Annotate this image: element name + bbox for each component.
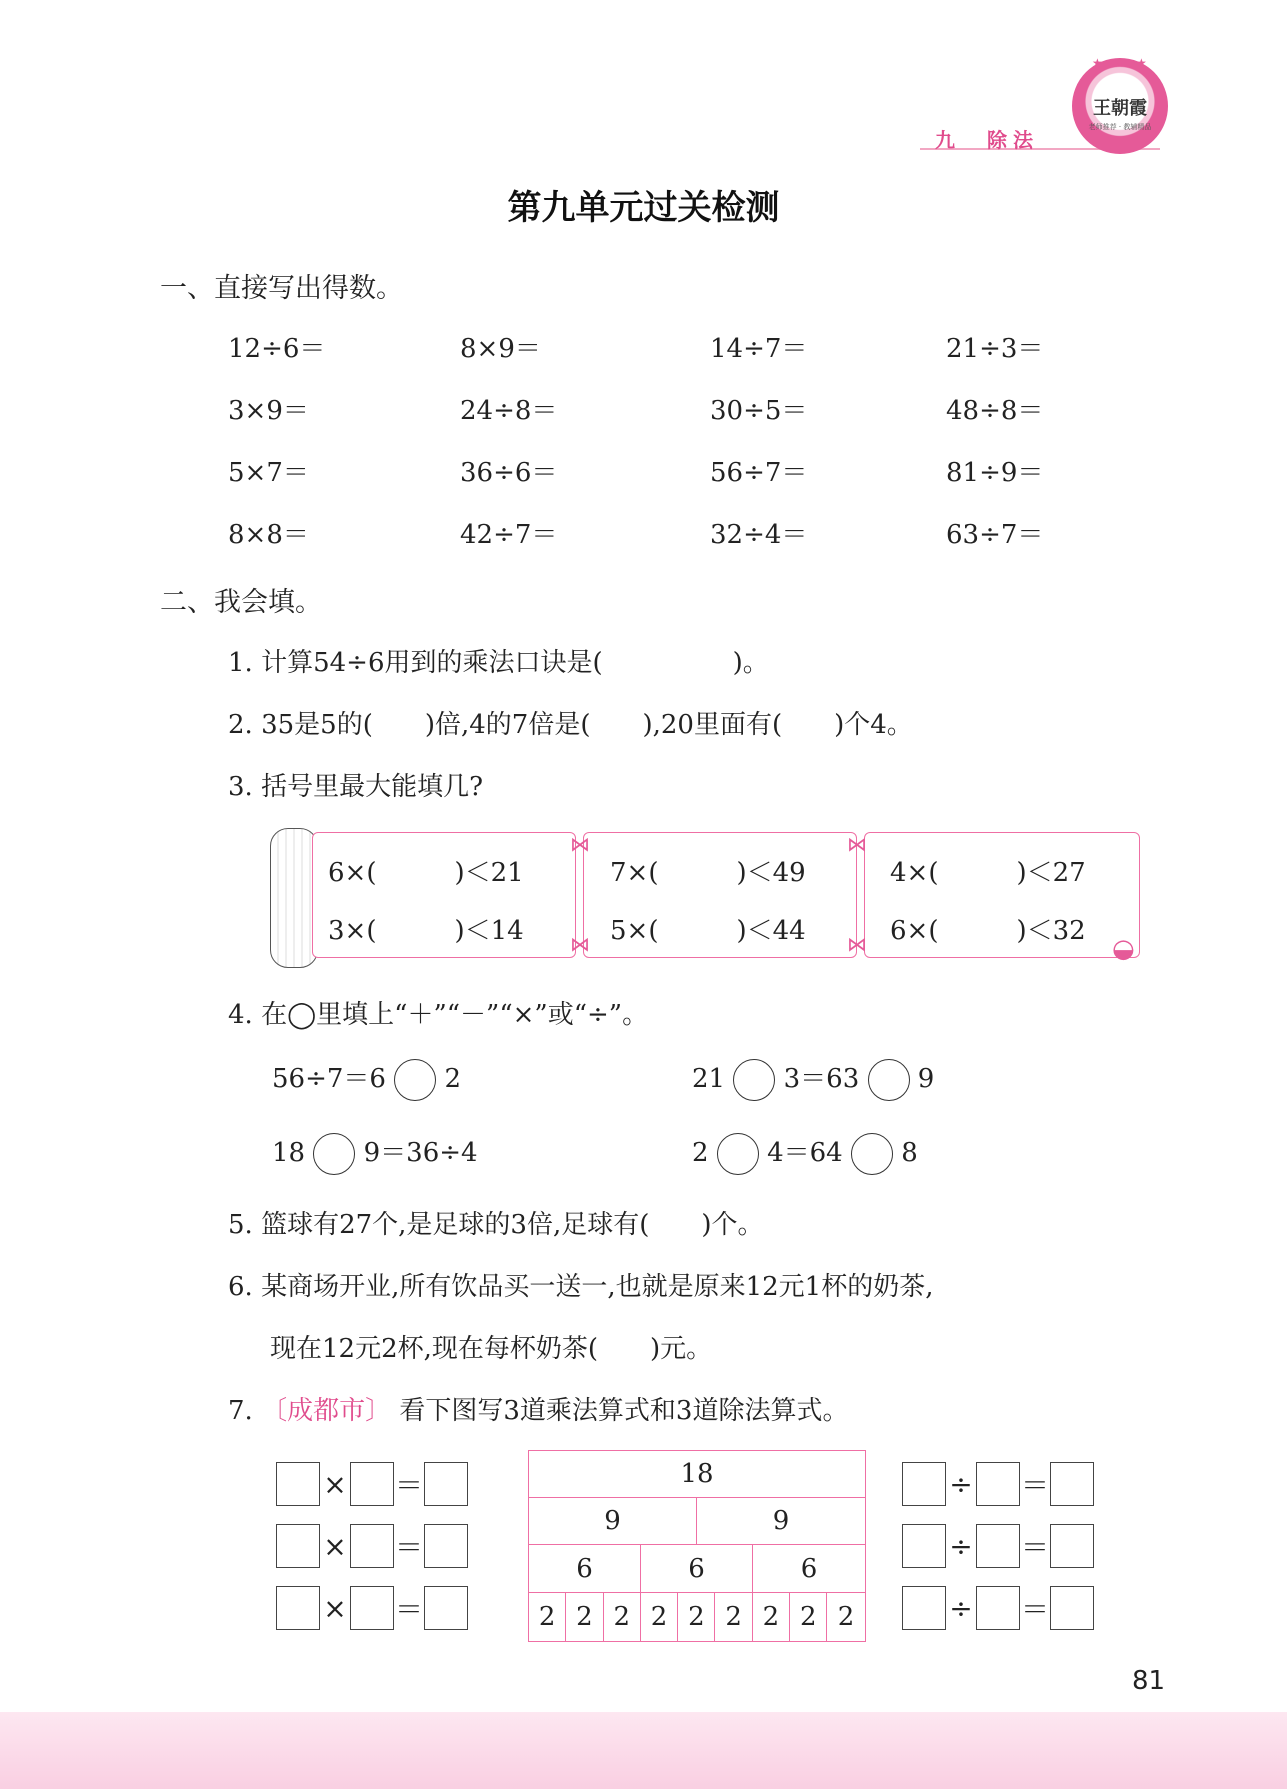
scroll-decoration — [270, 828, 318, 968]
answer-box[interactable] — [350, 1524, 394, 1568]
star-icon: ★ — [1092, 56, 1103, 70]
calc-item: 12÷6＝ — [228, 334, 326, 364]
equation-part: 9＝36÷4 — [363, 1138, 478, 1168]
calc-item: 48÷8＝ — [946, 396, 1044, 426]
star-icon: ★ — [1114, 56, 1125, 70]
answer-box[interactable] — [1050, 1586, 1094, 1630]
multiplication-row — [276, 1462, 468, 1506]
operator-circle[interactable] — [313, 1133, 355, 1175]
equation-part: 56÷7＝6 — [272, 1064, 386, 1094]
operator-equation — [272, 1132, 478, 1175]
answer-box[interactable] — [1050, 1462, 1094, 1506]
bow-icon: ⋈ — [847, 832, 867, 856]
operator-equation — [692, 1058, 934, 1101]
page-number: 81 — [1132, 1666, 1166, 1696]
equation-part: 3＝63 — [783, 1064, 860, 1094]
diagram-cell: 2 — [529, 1593, 566, 1641]
diagram-row-halves — [529, 1498, 865, 1545]
equals-sign: ＝ — [394, 1531, 423, 1564]
operator-equation — [692, 1132, 918, 1175]
page-title: 第九单元过关检测 — [507, 188, 780, 228]
equals-sign: ＝ — [394, 1593, 423, 1626]
logo-subtext: 老师推荐 · 教辅精品 — [1088, 123, 1152, 131]
diagram-cell: 2 — [715, 1593, 752, 1641]
question-6-line1: 6. 某商场开业,所有饮品买一送一,也就是原来12元1杯的奶茶, — [228, 1272, 934, 1302]
diagram-cell: 9 — [697, 1498, 865, 1545]
diagram-cell: 18 — [529, 1451, 865, 1498]
operator-circle[interactable] — [851, 1133, 893, 1175]
operator-circle[interactable] — [733, 1059, 775, 1101]
inequality-item: 3×( )＜14 — [328, 916, 524, 946]
bow-icon: ⋈ — [570, 832, 590, 856]
calc-item: 30÷5＝ — [710, 396, 808, 426]
answer-box[interactable] — [350, 1586, 394, 1630]
diagram-cell: 9 — [529, 1498, 697, 1545]
times-sign: × — [323, 1591, 347, 1625]
equals-sign: ＝ — [1020, 1531, 1049, 1564]
division-row — [902, 1462, 1094, 1506]
inequality-item: 5×( )＜44 — [610, 916, 806, 946]
calc-item: 8×8＝ — [228, 520, 309, 550]
answer-box[interactable] — [276, 1462, 320, 1506]
answer-box[interactable] — [976, 1524, 1020, 1568]
times-sign: × — [323, 1467, 347, 1501]
answer-box[interactable] — [276, 1524, 320, 1568]
equals-sign: ＝ — [394, 1469, 423, 1502]
logo-text: 王朝霞 — [1093, 98, 1147, 119]
division-row — [902, 1586, 1094, 1630]
answer-box[interactable] — [902, 1586, 946, 1630]
diagram-cell: 2 — [837, 1602, 855, 1632]
equation-part: 8 — [901, 1138, 918, 1168]
answer-box[interactable] — [976, 1586, 1020, 1630]
question-number: 7. — [228, 1396, 253, 1426]
question-3: 3. 括号里最大能填几? — [228, 772, 484, 802]
diagram-cell: 6 — [529, 1545, 641, 1593]
diagram-row-ninths — [529, 1593, 865, 1641]
equation-part: 9 — [917, 1064, 935, 1094]
calc-item: 63÷7＝ — [946, 520, 1044, 550]
division-row — [902, 1524, 1094, 1568]
calc-item: 24÷8＝ — [460, 396, 558, 426]
calc-item: 5×7＝ — [228, 458, 309, 488]
diagram-row-total — [529, 1451, 865, 1498]
calc-item: 32÷4＝ — [710, 520, 808, 550]
diagram-cell: 2 — [566, 1593, 603, 1641]
operator-equation — [272, 1058, 461, 1101]
answer-box[interactable] — [902, 1524, 946, 1568]
answer-box[interactable] — [424, 1524, 468, 1568]
equation-part: 18 — [272, 1138, 306, 1168]
answer-box[interactable] — [902, 1462, 946, 1506]
inequality-item: 6×( )＜21 — [328, 858, 524, 888]
question-1: 1. 计算54÷6用到的乘法口诀是( )。 — [228, 648, 769, 678]
diagram-cell: 2 — [790, 1593, 827, 1641]
divide-sign: ÷ — [949, 1467, 973, 1501]
equation-part: 2 — [692, 1138, 709, 1168]
bow-icon: ⋈ — [847, 932, 867, 956]
divide-sign: ÷ — [949, 1529, 973, 1563]
partition-diagram — [528, 1450, 866, 1642]
equals-sign: ＝ — [1020, 1469, 1049, 1502]
divide-sign: ÷ — [949, 1591, 973, 1625]
calc-item: 14÷7＝ — [710, 334, 808, 364]
diagram-cell: 2 — [753, 1593, 790, 1641]
diagram-cell: 6 — [753, 1545, 865, 1593]
diagram-cell: 2 — [604, 1593, 641, 1641]
star-icon: ★ — [1136, 56, 1147, 70]
question-4: 4. 在◯里填上“＋”“－”“×”或“÷”。 — [228, 1000, 649, 1030]
section1-heading: 一、直接写出得数。 — [160, 273, 403, 304]
answer-box[interactable] — [276, 1586, 320, 1630]
question-text: 看下图写3道乘法算式和3道除法算式。 — [399, 1396, 849, 1426]
calc-item: 56÷7＝ — [710, 458, 808, 488]
operator-circle[interactable] — [717, 1133, 759, 1175]
calc-item: 36÷6＝ — [460, 458, 558, 488]
equation-part: 4＝64 — [767, 1138, 843, 1168]
calc-item: 8×9＝ — [460, 334, 541, 364]
calc-item: 81÷9＝ — [946, 458, 1044, 488]
question-5: 5. 篮球有27个,是足球的3倍,足球有( )个。 — [228, 1210, 764, 1240]
question-2: 2. 35是5的( )倍,4的7倍是( ),20里面有( )个4。 — [228, 710, 913, 740]
inequality-item: 4×( )＜27 — [890, 858, 1086, 888]
bow-icon: ⋈ — [570, 932, 590, 956]
equation-part: 21 — [692, 1064, 726, 1094]
calc-item: 42÷7＝ — [460, 520, 558, 550]
equation-part: 2 — [444, 1064, 462, 1094]
calc-item: 3×9＝ — [228, 396, 309, 426]
diagram-row-thirds — [529, 1545, 865, 1593]
equals-sign: ＝ — [1020, 1593, 1049, 1626]
inequality-item: 7×( )＜49 — [610, 858, 806, 888]
answer-box[interactable] — [350, 1462, 394, 1506]
answer-box[interactable] — [976, 1462, 1020, 1506]
answer-box[interactable] — [424, 1586, 468, 1630]
dumpling-icon: ◒ — [1112, 934, 1135, 964]
multiplication-row — [276, 1524, 468, 1568]
question-7 — [228, 1390, 848, 1427]
operator-circle[interactable] — [868, 1059, 910, 1101]
answer-box[interactable] — [424, 1462, 468, 1506]
times-sign: × — [323, 1529, 347, 1563]
multiplication-row — [276, 1586, 468, 1630]
diagram-cell: 2 — [641, 1593, 678, 1641]
footer-band — [0, 1712, 1287, 1789]
section2-heading: 二、我会填。 — [160, 587, 322, 618]
diagram-cell: 6 — [641, 1545, 753, 1593]
region-tag: 〔成都市〕 — [261, 1396, 392, 1426]
calc-item: 21÷3＝ — [946, 334, 1044, 364]
publisher-logo — [1072, 58, 1168, 154]
diagram-cell: 2 — [678, 1593, 715, 1641]
inequality-item: 6×( )＜32 — [890, 916, 1086, 946]
question-6-line2: 现在12元2杯,现在每杯奶茶( )元。 — [270, 1334, 713, 1364]
operator-circle[interactable] — [394, 1059, 436, 1101]
chapter-label: 九 除法 — [935, 128, 1039, 152]
answer-box[interactable] — [1050, 1524, 1094, 1568]
